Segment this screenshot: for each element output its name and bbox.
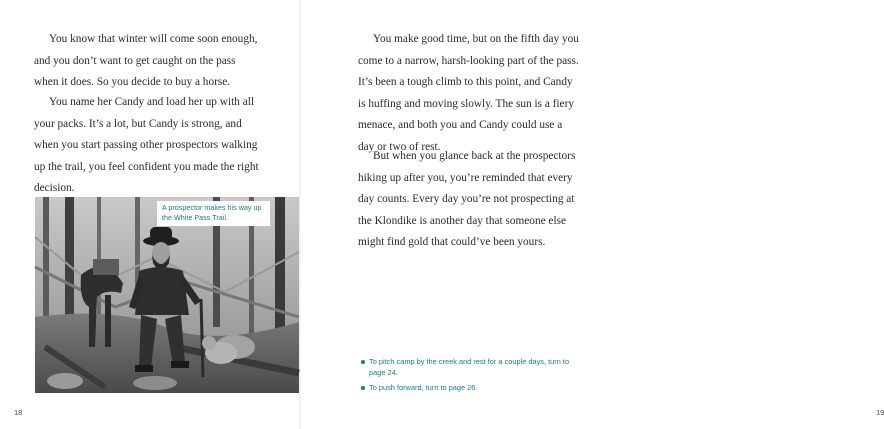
choice-push-forward[interactable] (361, 383, 576, 394)
prospector-photo (35, 197, 299, 393)
left-paragraph-1: You know that winter will come soon enough, and you don’t want to get caught on the pass when it does. So you decide to buy a horse. (34, 33, 258, 88)
bullet-dot (361, 386, 365, 390)
choice-rest[interactable] (361, 357, 576, 378)
choice-push-forward-text: To push forward, turn to page 26. (369, 383, 478, 392)
page-number-left: 18 (14, 408, 23, 417)
left-paragraph-2: You name her Candy and load her up with all your packs. It’s a lot, but Candy is strong, and when you start passing other prospectors walking up the trail, you feel confident you made the right decision. (34, 96, 259, 194)
right-paragraph-2: But when you glance back at the prospectors hiking up after you, you’re reminded that every day counts. Every day you’re not prospecting at the Klondike is another day that someone else might find gold that could’ve been yours. (358, 150, 576, 248)
right-paragraph-1: You make good time, but on the fifth day you come to a narrow, harsh-looking part of the pass. It’s been a tough climb to this point, and Candy is huffing and moving slowly. The sun is a fiery menace, and both you and Candy could use a day or two of rest. (358, 33, 579, 153)
photo-caption: A prospector makes his way up the White Pass Trail. (157, 201, 270, 226)
bullet-dot (361, 360, 365, 364)
story-choices (361, 357, 576, 399)
page-number-right: 19 (876, 408, 884, 417)
choice-rest-text: To pitch camp by the creek and rest for a couple days, turn to page 24. (369, 357, 570, 377)
